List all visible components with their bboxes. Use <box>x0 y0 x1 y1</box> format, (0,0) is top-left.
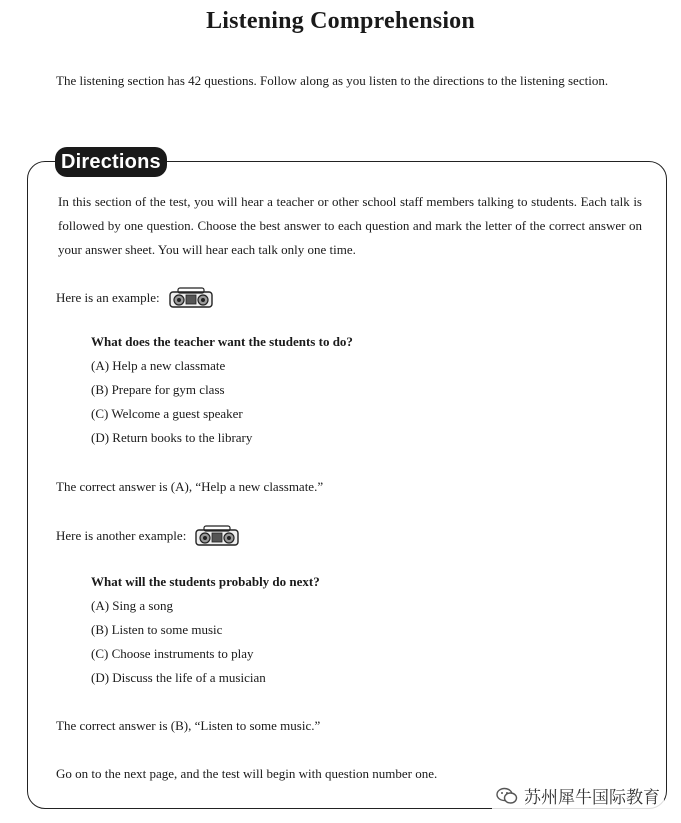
example-2-option-c: (C) Choose instruments to play <box>91 646 254 661</box>
example-1-answer: The correct answer is (A), “Help a new classmate.” <box>56 479 324 494</box>
example-2-block <box>91 570 320 690</box>
example-2-intro-line <box>56 525 240 547</box>
example-2-question: What will the students probably do next? <box>91 574 320 589</box>
example-1-question: What does the teacher want the students to do? <box>91 334 353 349</box>
example-2-option-d: (D) Discuss the life of a musician <box>91 670 266 685</box>
example-1-intro-line <box>56 287 214 309</box>
example-2-option-a: (A) Sing a song <box>91 598 173 613</box>
example-1-option-a: (A) Help a new classmate <box>91 358 226 373</box>
directions-text: In this section of the test, you will hear a teacher or other school staff members talking to students. Each talk is followed by one question. Choose the best answer to each question and mark the letter of the correct answer on your answer sheet. You will hear each talk only one time. <box>58 194 642 257</box>
wechat-icon <box>496 787 518 805</box>
intro-text: The listening section has 42 questions. Follow along as you listen to the directions to the listening section. <box>56 73 609 88</box>
example-1-option-b: (B) Prepare for gym class <box>91 382 225 397</box>
example-1-option-d: (D) Return books to the library <box>91 430 253 445</box>
example-2-option-b: (B) Listen to some music <box>91 622 223 637</box>
example-2-answer: The correct answer is (B), “Listen to some music.” <box>56 718 321 733</box>
page-title: Listening Comprehension <box>206 8 475 34</box>
watermark-text: 苏州犀牛国际教育 <box>524 788 660 808</box>
directions-tag: Directions <box>55 147 167 177</box>
watermark <box>492 781 664 810</box>
closing-text: Go on to the next page, and the test will begin with question number one. <box>56 766 438 781</box>
example-1-intro: Here is an example: <box>56 290 160 305</box>
radio-icon <box>168 287 214 309</box>
example-2-intro: Here is another example: <box>56 528 187 543</box>
radio-icon <box>194 525 240 547</box>
example-1-option-c: (C) Welcome a guest speaker <box>91 406 243 421</box>
example-1-block <box>91 330 353 450</box>
